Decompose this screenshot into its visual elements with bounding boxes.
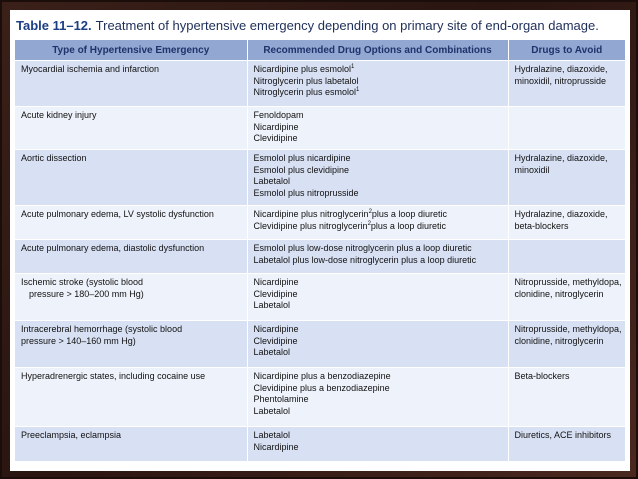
cell-drugs-to-avoid xyxy=(508,240,625,274)
table-title: Treatment of hypertensive emergency depending on primary site of end-organ damage. xyxy=(95,17,599,33)
drug-option-text: Labetalol xyxy=(253,347,291,357)
footnote-marker: 1 xyxy=(356,87,360,93)
drug-option-line xyxy=(254,371,504,383)
drug-option-line xyxy=(254,324,504,336)
cell-recommended-drugs xyxy=(247,107,508,150)
drug-option-line xyxy=(254,442,504,454)
cell-emergency-type xyxy=(15,206,247,240)
emergency-type-line: Hyperadrenergic states, including cocaine use xyxy=(21,371,206,381)
drug-option-line xyxy=(254,255,504,267)
drug-option-text: Nicardipine xyxy=(253,441,299,452)
drug-option-line xyxy=(254,406,504,418)
cell-recommended-drugs xyxy=(247,274,508,321)
drug-option-text: Nitroglycerin plus esmolol xyxy=(253,87,357,97)
table-caption xyxy=(10,10,630,40)
drug-option-text: Labetalol plus low-dose nitroglycerin plus a loop diuretic xyxy=(253,254,477,265)
drug-option-text: Nicardipine xyxy=(253,324,299,334)
cell-emergency-type xyxy=(15,321,247,368)
cell-emergency-type xyxy=(15,240,247,274)
emergency-type-line: Intracerebral hemorrhage (systolic blood xyxy=(21,324,183,334)
cell-emergency-type xyxy=(15,61,247,107)
column-header-type: Type of Hypertensive Emergency xyxy=(15,40,247,61)
column-header-drugs: Recommended Drug Options and Combinations xyxy=(247,40,508,61)
drug-option-text: Esmolol plus clevidipine xyxy=(253,164,350,175)
table-row xyxy=(15,274,625,321)
cell-drugs-to-avoid xyxy=(508,150,625,206)
drug-option-text: Nicardipine plus a benzodiazepine xyxy=(253,371,391,381)
avoid-drug-line: Diuretics, ACE inhibitors xyxy=(514,430,612,440)
cell-recommended-drugs xyxy=(247,368,508,427)
drug-option-text: Esmolol plus low-dose nitroglycerin plus a loop diuretic xyxy=(253,243,472,253)
avoid-drug-line: minoxidil, nitroprusside xyxy=(514,75,607,86)
table-row xyxy=(15,368,625,427)
cell-recommended-drugs xyxy=(247,240,508,274)
drug-option-suffix: plus a loop diuretic xyxy=(370,220,446,231)
table-row xyxy=(15,206,625,240)
emergency-type-line: Ischemic stroke (systolic blood xyxy=(21,277,144,287)
drug-option-line xyxy=(254,243,504,255)
cell-recommended-drugs xyxy=(247,321,508,368)
cell-drugs-to-avoid xyxy=(508,321,625,368)
drug-option-line xyxy=(254,76,504,88)
emergency-type-line: Acute kidney injury xyxy=(21,110,97,120)
emergency-type-line: Acute pulmonary edema, LV systolic dysfunction xyxy=(21,209,214,219)
footnote-marker: 1 xyxy=(351,64,355,70)
cell-drugs-to-avoid xyxy=(508,368,625,427)
emergency-type-line: Acute pulmonary edema, diastolic dysfunction xyxy=(21,243,205,253)
drug-option-text: Nitroglycerin plus labetalol xyxy=(253,75,359,86)
avoid-drug-line: Hydralazine, diazoxide, xyxy=(514,153,608,163)
treatment-table xyxy=(15,40,625,461)
avoid-drug-line: Hydralazine, diazoxide, xyxy=(514,209,608,219)
cell-drugs-to-avoid xyxy=(508,427,625,461)
cell-recommended-drugs xyxy=(247,61,508,107)
cell-emergency-type xyxy=(15,368,247,427)
drug-option-text: Clevidipine plus nitroglycerin xyxy=(253,220,368,231)
drug-option-line xyxy=(254,122,504,134)
table-body xyxy=(15,61,625,461)
drug-option-line xyxy=(254,153,504,165)
avoid-drug-line: Nitroprusside, methyldopa, xyxy=(514,324,622,334)
drug-option-line xyxy=(254,133,504,145)
avoid-drug-line: beta-blockers xyxy=(514,220,569,231)
emergency-type-line: Myocardial ischemia and infarction xyxy=(21,64,160,74)
table-number: Table 11–12. xyxy=(16,17,92,33)
drug-option-text: Labetalol xyxy=(253,405,291,416)
emergency-type-line: pressure > 140–160 mm Hg) xyxy=(21,335,136,346)
drug-option-text: Clevidipine xyxy=(253,288,298,299)
table-row xyxy=(15,150,625,206)
cell-emergency-type xyxy=(15,274,247,321)
drug-option-text: Esmolol plus nitroprusside xyxy=(253,187,359,198)
cell-recommended-drugs xyxy=(247,427,508,461)
avoid-drug-line: Hydralazine, diazoxide, xyxy=(514,64,608,74)
avoid-drug-line: minoxidil xyxy=(514,164,550,175)
table-row xyxy=(15,61,625,107)
cell-drugs-to-avoid xyxy=(508,274,625,321)
drug-option-text: Labetalol xyxy=(253,300,291,310)
drug-option-line xyxy=(254,188,504,200)
drug-option-line xyxy=(254,221,504,233)
column-header-avoid: Drugs to Avoid xyxy=(508,40,625,61)
avoid-drug-line: clonidine, nitroglycerin xyxy=(514,335,604,346)
drug-option-line xyxy=(254,277,504,289)
drug-option-line xyxy=(254,383,504,395)
avoid-drug-line: clonidine, nitroglycerin xyxy=(514,288,604,299)
drug-option-text: Nicardipine plus nitroglycerin xyxy=(253,209,369,219)
drug-option-text: Labetalol xyxy=(253,430,291,440)
drug-option-text: Clevidipine xyxy=(253,335,298,346)
drug-option-text: Labetalol xyxy=(253,176,291,186)
table-row xyxy=(15,107,625,150)
drug-option-line xyxy=(254,336,504,348)
header-row xyxy=(15,40,625,61)
drug-option-line xyxy=(254,87,504,99)
emergency-type-line: pressure > 180–200 mm Hg) xyxy=(29,288,144,299)
cell-emergency-type xyxy=(15,427,247,461)
drug-option-text: Fenoldopam xyxy=(253,110,304,120)
cell-emergency-type xyxy=(15,107,247,150)
cell-drugs-to-avoid xyxy=(508,61,625,107)
cell-drugs-to-avoid xyxy=(508,206,625,240)
drug-option-text: Nicardipine plus esmolol xyxy=(253,64,352,74)
footnote-marker: 2 xyxy=(368,209,372,215)
drug-option-text: Phentolamine xyxy=(253,394,309,404)
drug-option-line xyxy=(254,347,504,359)
drug-option-text: Clevidipine xyxy=(253,133,298,143)
drug-option-line xyxy=(254,110,504,122)
cell-recommended-drugs xyxy=(247,206,508,240)
drug-option-suffix: plus a loop diuretic xyxy=(371,209,447,219)
drug-option-line xyxy=(254,394,504,406)
cell-drugs-to-avoid xyxy=(508,107,625,150)
table-sheet xyxy=(10,10,630,471)
drug-option-line xyxy=(254,176,504,188)
drug-option-line xyxy=(254,289,504,301)
table-row xyxy=(15,427,625,461)
table-row xyxy=(15,321,625,368)
emergency-type-line: Aortic dissection xyxy=(21,153,87,163)
drug-option-line xyxy=(254,430,504,442)
drug-option-line xyxy=(254,209,504,221)
drug-option-line xyxy=(254,300,504,312)
table-row xyxy=(15,240,625,274)
drug-option-line xyxy=(254,64,504,76)
cell-emergency-type xyxy=(15,150,247,206)
avoid-drug-line: Beta-blockers xyxy=(514,371,570,381)
drug-option-text: Nicardipine xyxy=(253,277,299,287)
footnote-marker: 2 xyxy=(367,220,371,227)
avoid-drug-line: Nitroprusside, methyldopa, xyxy=(514,277,622,287)
drug-option-line xyxy=(254,165,504,177)
drug-option-text: Esmolol plus nicardipine xyxy=(253,153,351,163)
cell-recommended-drugs xyxy=(247,150,508,206)
drug-option-text: Clevidipine plus a benzodiazepine xyxy=(253,382,390,393)
drug-option-text: Nicardipine xyxy=(253,121,299,132)
emergency-type-line: Preeclampsia, eclampsia xyxy=(21,430,122,440)
